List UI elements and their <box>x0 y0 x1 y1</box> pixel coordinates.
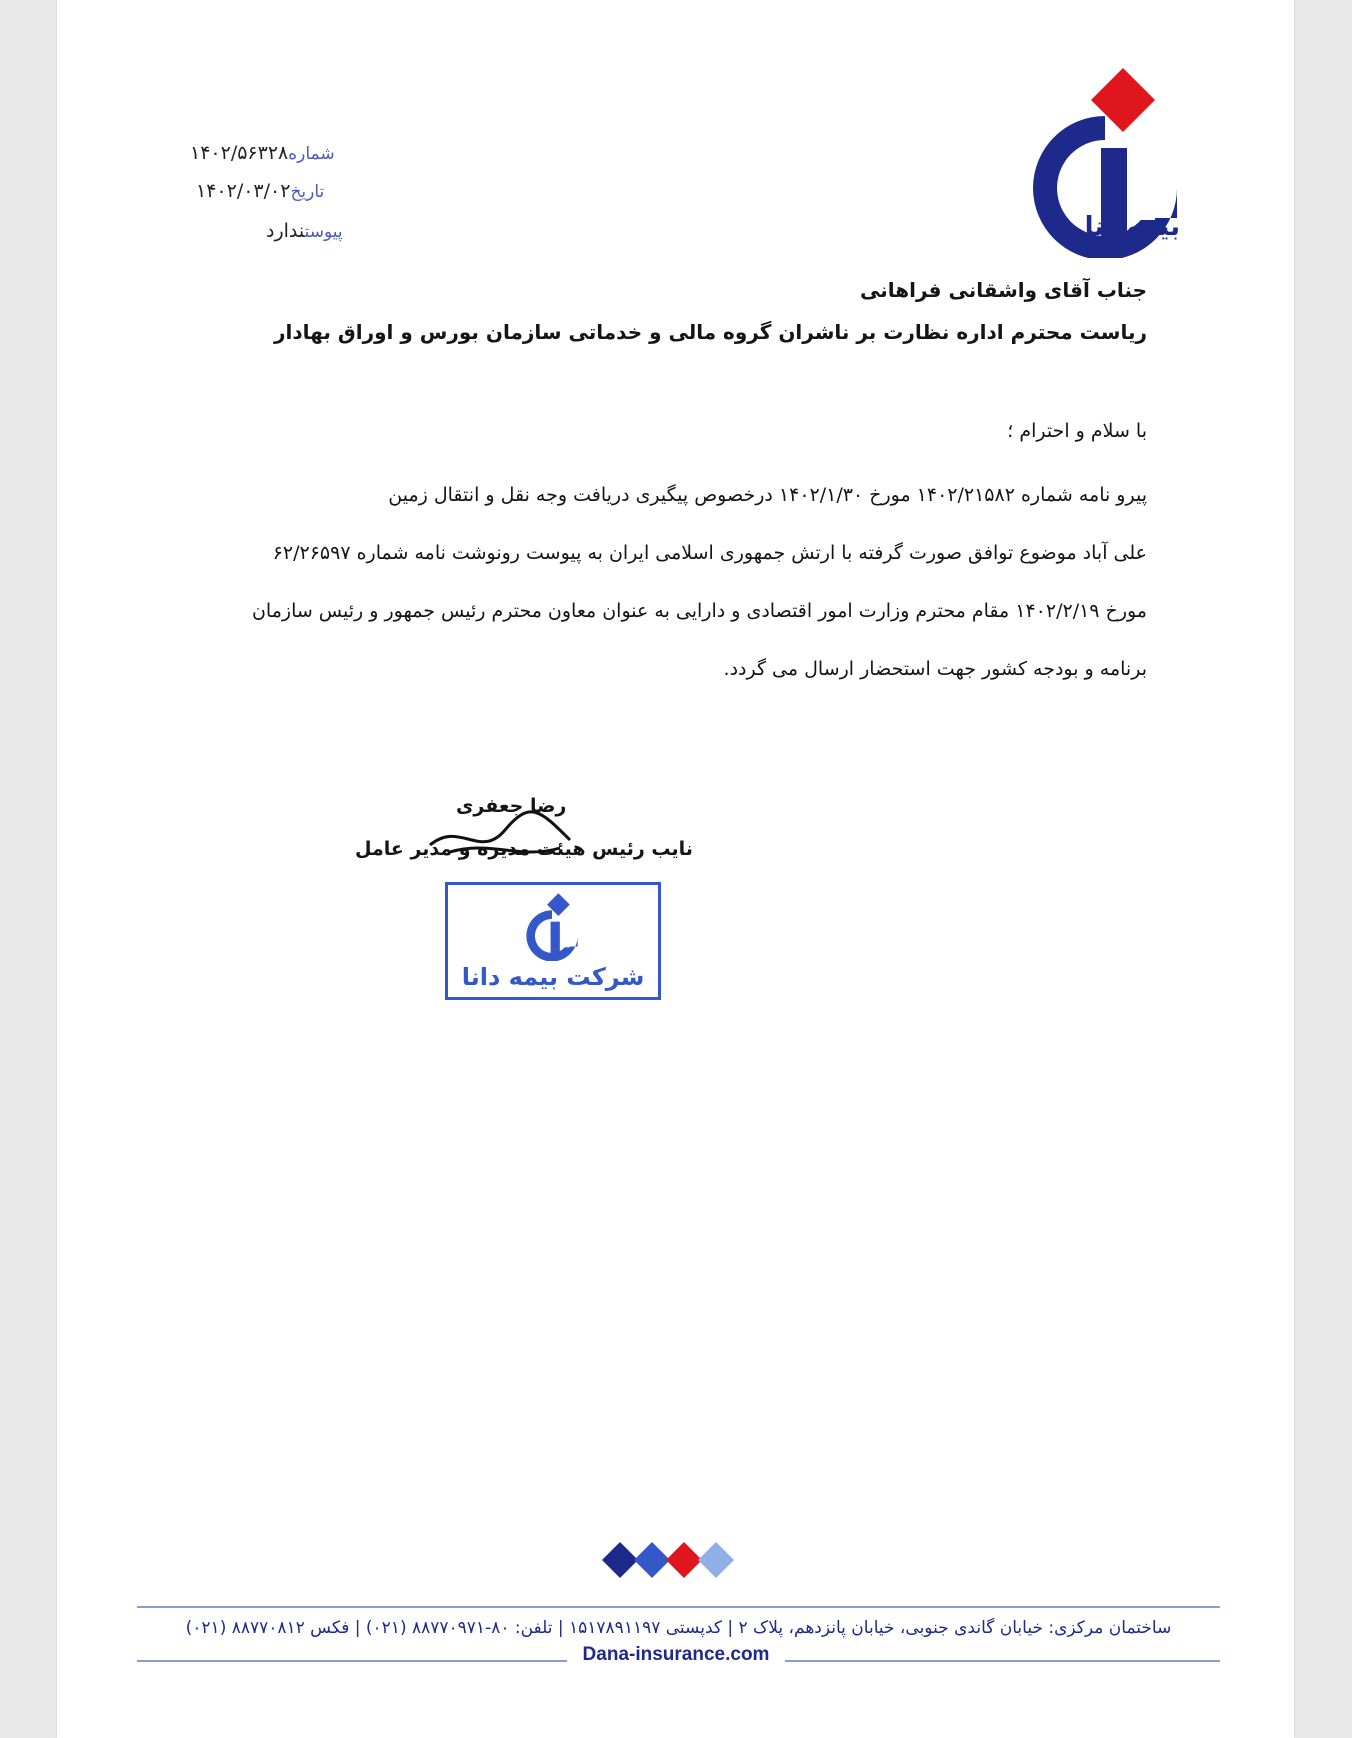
footer-diamonds-icon <box>600 1540 760 1580</box>
number-label: شماره <box>288 144 335 164</box>
footer-divider-top <box>137 1606 1220 1608</box>
company-stamp <box>445 882 661 1000</box>
reference-number <box>190 142 335 164</box>
letter-page <box>57 0 1294 1738</box>
number-value: ۱۴۰۲/۵۶۳۲۸ <box>190 142 289 164</box>
body-line-1: پیرو نامه شماره ۱۴۰۲/۲۱۵۸۲ مورخ ۱۴۰۲/۱/۳۰ درخصوص پیگیری دریافت وجه نقل و انتقال زمین <box>388 484 1147 506</box>
stamp-logo-icon <box>520 893 584 961</box>
body-line-4: برنامه و بودجه کشور جهت استحضار ارسال می گردد. <box>723 658 1147 680</box>
date-value: ۱۴۰۲/۰۳/۰۲ <box>196 180 291 202</box>
logo-wordmark: بیمه‌دانا <box>1084 212 1180 242</box>
reference-date <box>196 180 324 202</box>
reference-attachment <box>266 220 343 242</box>
signatory-name: رضا جعفری <box>456 795 567 817</box>
date-label: تاریخ <box>290 182 325 202</box>
stamp-text: شرکت بیمه دانا <box>461 963 645 991</box>
greeting: با سلام و احترام ؛ <box>1007 420 1147 442</box>
recipient-title: ریاست محترم اداره نظارت بر ناشران گروه مالی و خدماتی سازمان بورس و اوراق بهادار <box>274 320 1147 344</box>
attachment-value: ندارد <box>266 220 305 242</box>
body-line-3: مورخ ۱۴۰۲/۲/۱۹ مقام محترم وزارت امور اقتصادی و دارایی به عنوان معاون محترم رئیس جمهور و رئیس سازمان <box>251 600 1147 622</box>
body-line-2: علی آباد موضوع توافق صورت گرفته با ارتش جمهوری اسلامی ایران به پیوست رونوشت نامه شماره ۶۲/۲۶۵۹۷ <box>272 542 1147 564</box>
attachment-label: پیوست <box>304 222 343 242</box>
footer-address: ساختمان مرکزی: خیابان گاندی جنوبی، خیابان پانزدهم، پلاک ۲ | کدپستی ۱۵۱۷۸۹۱۱۹۷ | تلفن: ۸۰-۸۸۷۷۰۹۷۱ (۰۲۱) | فکس ۸۸۷۷۰۸۱۲ (۰۲۱) <box>185 1618 1172 1638</box>
signatory-title: نایب رئیس هیئت مدیره و مدیر عامل <box>355 838 693 860</box>
recipient-name: جناب آقای واشقانی فراهانی <box>860 278 1147 302</box>
footer-website-wrap <box>0 1644 1352 1666</box>
footer-website-link[interactable]: Dana-insurance.com <box>567 1644 786 1665</box>
